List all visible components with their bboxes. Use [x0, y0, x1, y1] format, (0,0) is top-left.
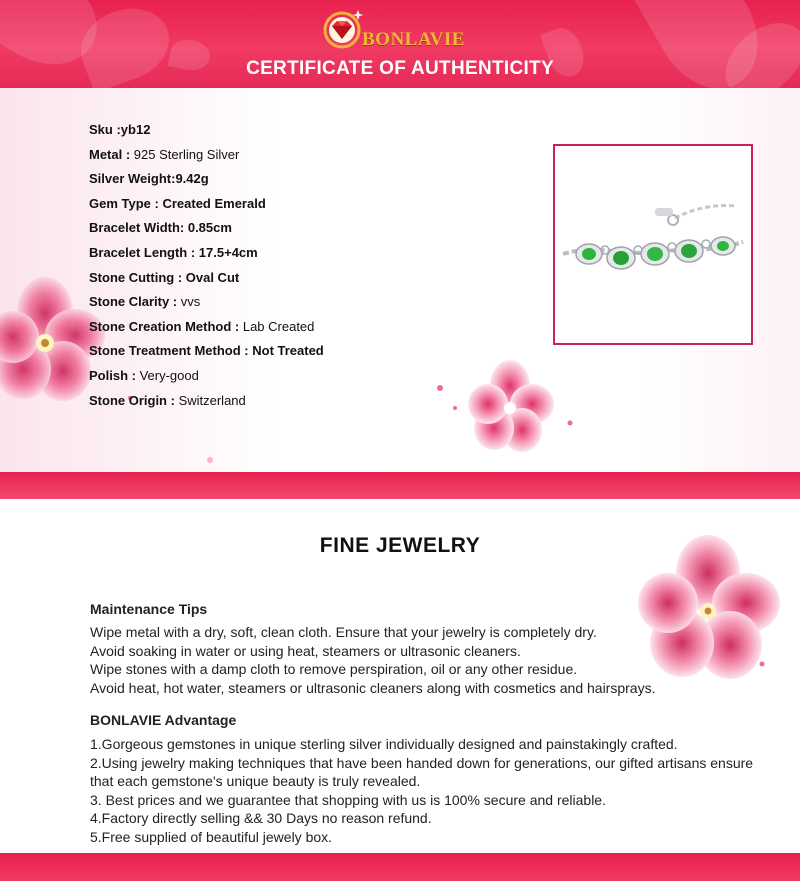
spec-bracelet-length: Bracelet Length : 17.5+4cm: [89, 244, 258, 260]
center-flower: [468, 360, 554, 452]
spec-silver-weight: Silver Weight:9.42g: [89, 171, 209, 187]
section-title: FINE JEWELRY: [319, 534, 481, 557]
spec-stone-clarity: Stone Clarity : vvs: [89, 294, 201, 310]
advantage-heading: BONLAVIE Advantage: [90, 712, 237, 728]
divider-band: [0, 472, 800, 499]
header-banner: [0, 0, 800, 88]
advantage-line: 2.Using jewelry making techniques that have been handed down for generations, our gifted artisans ensure that each gemstone's unique beauty is truly revealed.: [90, 754, 754, 789]
spec-stone-treatment: Stone Treatment Method : Not Treated: [89, 343, 324, 359]
spec-stone-origin: Stone Origin : Switzerland: [89, 392, 246, 408]
gem-setting-1: [576, 244, 602, 264]
gem-setting-2: [607, 247, 635, 269]
maintenance-line: Avoid soaking in water or using heat, steamers or ultrasonic cleaners.: [90, 642, 521, 659]
maintenance-heading: Maintenance Tips: [90, 601, 208, 617]
advantage-line: 1.Gorgeous gemstones in unique sterling silver individually designed and painstakingly crafted.: [90, 736, 678, 752]
maintenance-tips: [90, 623, 770, 697]
maintenance-line: Avoid heat, hot water, steamers or ultrasonic cleaners along with cosmetics and hairsprays.: [90, 679, 656, 696]
maintenance-line: Wipe metal with a dry, soft, clean cloth. Ensure that your jewelry is completely dry.: [90, 624, 597, 640]
bracelet-image: [555, 146, 751, 343]
spec-metal: Metal : 925 Sterling Silver: [89, 146, 240, 162]
brand-logo: [320, 6, 490, 50]
spec-list: [89, 118, 324, 413]
spec-sku: Sku :yb12: [89, 122, 151, 137]
fine-jewelry-section: [0, 499, 800, 853]
gem-setting-5: [711, 237, 735, 255]
spec-polish: Polish : Very-good: [89, 367, 199, 383]
certificate-title: CERTIFICATE OF AUTHENTICITY: [246, 58, 554, 79]
product-image-frame: [553, 144, 753, 345]
advantage-list: [90, 735, 760, 846]
spec-gem-type: Gem Type : Created Emerald: [89, 195, 266, 211]
advantage-line: 5.Free supplied of beautiful jewely box.: [90, 828, 333, 845]
spec-bracelet-width: Bracelet Width: 0.85cm: [89, 220, 232, 236]
advantage-line: 3. Best prices and we guarantee that shopping with us is 100% secure and reliable.: [90, 791, 606, 808]
maintenance-line: Wipe stones with a damp cloth to remove perspiration, oil or any other residue.: [90, 661, 578, 677]
gem-setting-4: [675, 240, 703, 262]
certificate-body: [0, 88, 800, 472]
brand-name: BONLAVIE: [362, 29, 465, 50]
footer-band: [0, 853, 800, 881]
gem-setting-3: [641, 243, 669, 265]
spec-stone-cutting: Stone Cutting : Oval Cut: [89, 269, 240, 285]
advantage-line: 4.Factory directly selling && 30 Days no reason refund.: [90, 810, 432, 826]
spec-stone-creation: Stone Creation Method : Lab Created: [89, 318, 315, 334]
